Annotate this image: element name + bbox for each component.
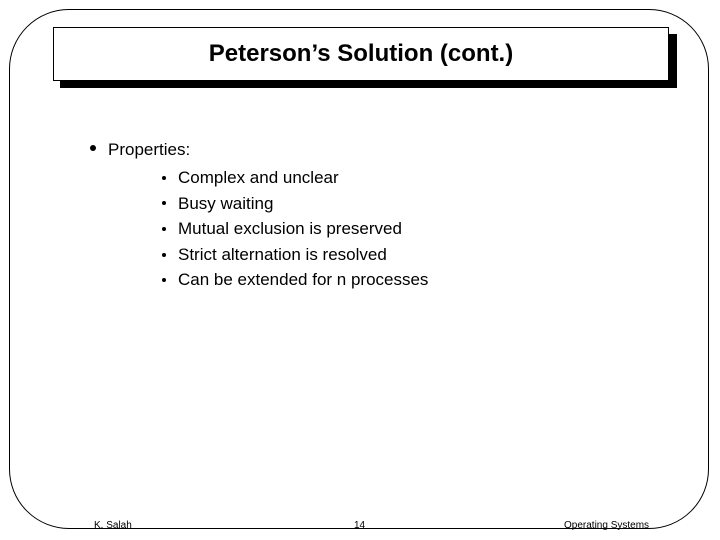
title-box	[53, 27, 669, 81]
main-bullet-label: Properties:	[108, 140, 191, 159]
list-item-text: Mutual exclusion is preserved	[178, 219, 402, 239]
sub-bullet-icon	[162, 201, 166, 205]
main-bullet	[90, 140, 190, 160]
footer-author: K. Salah	[94, 520, 132, 531]
list-item	[162, 242, 428, 268]
list-item-text: Complex and unclear	[178, 168, 339, 187]
sub-bullet-icon	[162, 227, 166, 231]
list-item	[162, 267, 428, 293]
slide-title: Peterson’s Solution (cont.)	[208, 40, 514, 67]
list-item	[162, 216, 428, 242]
sub-bullet-icon	[162, 278, 166, 282]
sub-bullet-icon	[162, 176, 166, 180]
list-item-text: Strict alternation is resolved	[178, 244, 387, 264]
footer-course: Operating Systems	[564, 520, 650, 531]
list-item	[162, 165, 428, 191]
list-item-text: Can be extended for n processes	[178, 270, 429, 290]
sub-bullet-icon	[162, 253, 166, 257]
bullet-dot-icon	[90, 145, 96, 151]
list-item-text: Busy waiting	[178, 193, 274, 213]
page-number: 14	[354, 520, 366, 531]
list-item	[162, 191, 428, 217]
properties-list	[162, 165, 428, 293]
